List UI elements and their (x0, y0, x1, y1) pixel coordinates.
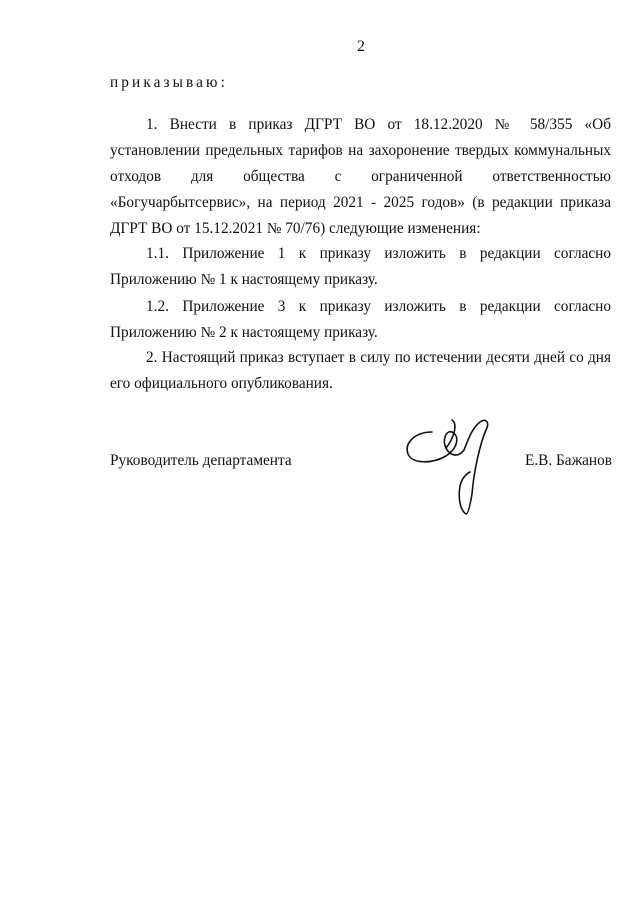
paragraph-2 (110, 345, 611, 397)
handwritten-signature (402, 414, 506, 522)
signatory-role: Руководитель департамента (110, 452, 292, 469)
paragraph-1 (110, 112, 611, 242)
paragraph-1-2 (110, 294, 611, 346)
paragraph-1-1 (110, 241, 611, 293)
page-number: 2 (357, 38, 365, 55)
paragraph-1-1-text: 1.1. Приложение 1 к приказу изложить в редакции согласно Приложению № 1 к настоящему приказу. (110, 245, 611, 288)
paragraph-1-2-text: 1.2. Приложение 3 к приказу изложить в редакции согласно Приложению № 2 к настоящему приказу. (110, 298, 611, 341)
signatory-name: Е.В. Бажанов (524, 452, 612, 469)
paragraph-1-text: 1. Внести в приказ ДГРТ ВО от 18.12.2020 № 58/355 «Об установлении предельных тарифов на захоронение твердых коммунальных отходов для общества с ограниченной ответственностью «Богучарбытсервис», на период 2021 - 2025 годов» (в редакции приказа ДГРТ ВО от 15.12.2021 № 70/76) следующие изменения: (110, 116, 611, 237)
order-heading: приказываю: (110, 74, 228, 91)
paragraph-2-text: 2. Настоящий приказ вступает в силу по истечении десяти дней со дня его официального опубликования. (110, 349, 611, 392)
